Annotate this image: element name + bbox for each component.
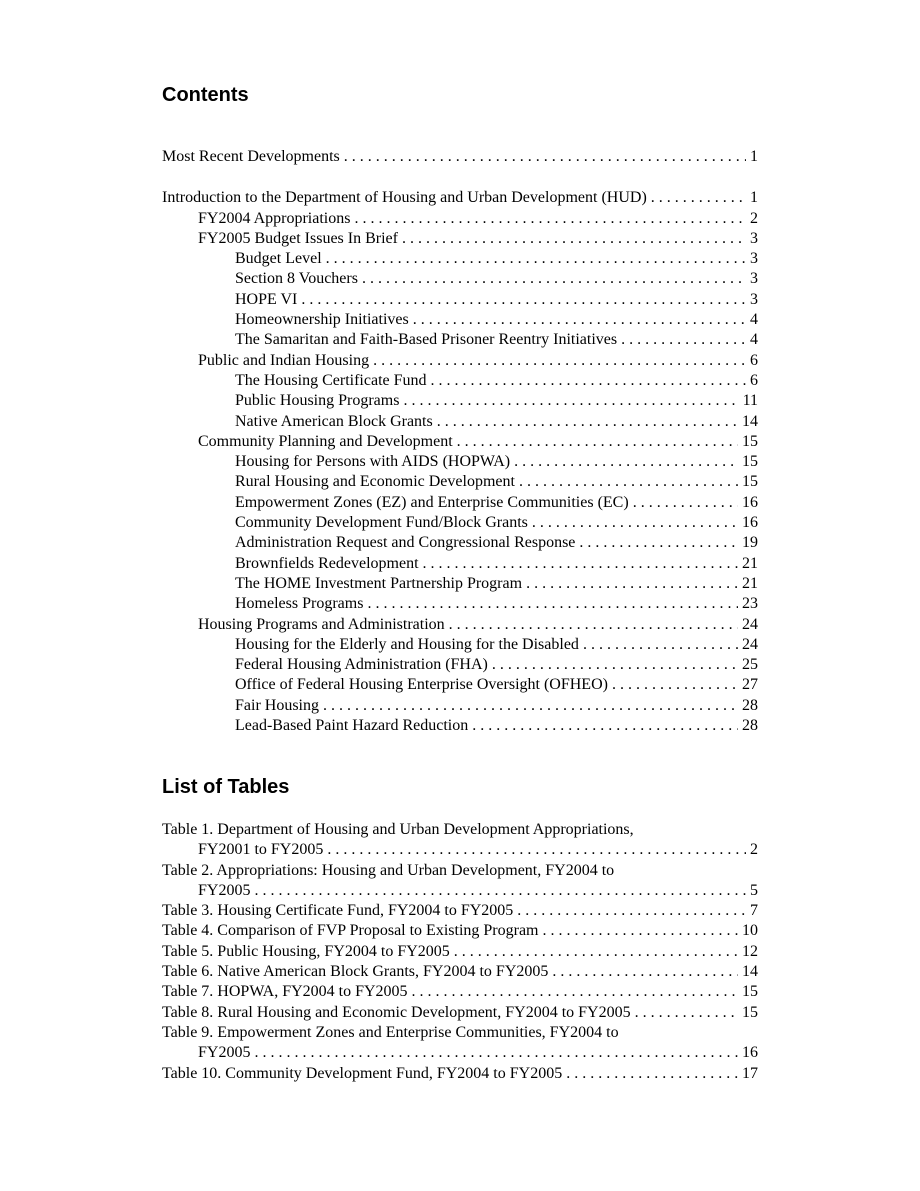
table-entry-3[interactable] xyxy=(162,901,758,921)
table-entry-title: Table 6. Native American Block Grants, FY2004 to FY2005 xyxy=(162,963,549,981)
toc-entry-title: The HOME Investment Partnership Program xyxy=(235,574,523,592)
dot-leader xyxy=(344,147,746,167)
dot-leader xyxy=(254,1043,738,1063)
dot-leader xyxy=(327,840,746,860)
dot-leader xyxy=(437,412,738,432)
contents-heading: Contents xyxy=(162,84,249,106)
table-entry-8[interactable] xyxy=(162,1003,758,1023)
toc-entry-page: 3 xyxy=(750,229,758,247)
table-entry-title: Table 5. Public Housing, FY2004 to FY2005 xyxy=(162,942,450,960)
toc-entry-budget-level[interactable] xyxy=(162,249,758,269)
toc-entry-title: Homeownership Initiatives xyxy=(235,311,409,329)
toc-entry-elderly-disabled[interactable] xyxy=(162,635,758,655)
table-entry-page: 7 xyxy=(750,902,758,920)
dot-leader xyxy=(454,942,738,962)
toc-entry-community-planning[interactable] xyxy=(162,432,758,452)
table-entry-4[interactable] xyxy=(162,921,758,941)
table-entry-title: Table 4. Comparison of FVP Proposal to Existing Program xyxy=(162,922,539,940)
toc-entry-title: Federal Housing Administration (FHA) xyxy=(235,656,488,674)
toc-entry-page: 16 xyxy=(742,514,758,532)
toc-entry-housing-certificate-fund[interactable] xyxy=(162,371,758,391)
table-entry-6[interactable] xyxy=(162,962,758,982)
toc-entry-title: Introduction to the Department of Housing and Urban Development (HUD) xyxy=(162,189,647,207)
dot-leader xyxy=(373,351,746,371)
dot-leader xyxy=(635,1003,738,1023)
dot-leader xyxy=(526,574,738,594)
toc-entry-page: 28 xyxy=(742,696,758,714)
table-entry-2[interactable] xyxy=(162,861,758,902)
table-entry-title-line: Table 2. Appropriations: Housing and Urban Development, FY2004 to xyxy=(162,861,615,879)
toc-entry-hope-vi[interactable] xyxy=(162,290,758,310)
table-entry-title: Table 8. Rural Housing and Economic Development, FY2004 to FY2005 xyxy=(162,1003,631,1021)
toc-entry-page: 15 xyxy=(742,473,758,491)
dot-leader xyxy=(402,229,746,249)
toc-entry-page: 28 xyxy=(742,717,758,735)
toc-entry-title: Housing for Persons with AIDS (HOPWA) xyxy=(235,453,511,471)
toc-entry-most-recent-developments[interactable] xyxy=(162,147,758,167)
dot-leader xyxy=(579,533,738,553)
toc-entry-hopwa[interactable] xyxy=(162,452,758,472)
table-entry-title: Table 3. Housing Certificate Fund, FY2004 to FY2005 xyxy=(162,902,514,920)
dot-leader xyxy=(492,655,738,675)
toc-entry-fy2004-appropriations[interactable] xyxy=(162,209,758,229)
toc-entry-fy2005-budget-issues[interactable] xyxy=(162,229,758,249)
toc-entry-page: 1 xyxy=(750,148,758,165)
toc-entry-title: Office of Federal Housing Enterprise Oversight (OFHEO) xyxy=(235,676,608,694)
toc-entry-page: 23 xyxy=(742,595,758,613)
table-entry-1[interactable] xyxy=(162,820,758,861)
toc-entry-native-american-block-grants[interactable] xyxy=(162,412,758,432)
toc-entry-title: Lead-Based Paint Hazard Reduction xyxy=(235,717,469,735)
dot-leader xyxy=(552,962,738,982)
toc-entry-ofheo[interactable] xyxy=(162,675,758,695)
toc-entry-page: 25 xyxy=(742,656,758,674)
toc-entry-title: Native American Block Grants xyxy=(235,412,433,430)
toc-entry-page: 6 xyxy=(750,351,758,369)
toc-entry-section-8-vouchers[interactable] xyxy=(162,269,758,289)
dot-leader xyxy=(566,1064,738,1084)
dot-leader xyxy=(403,391,738,411)
dot-leader xyxy=(323,696,738,716)
toc-entry-community-development-fund[interactable] xyxy=(162,513,758,533)
dot-leader xyxy=(301,290,746,310)
dot-leader xyxy=(326,249,746,269)
toc-entry-page: 11 xyxy=(742,392,758,410)
toc-entry-page: 21 xyxy=(742,554,758,572)
toc-entry-page: 21 xyxy=(742,574,758,592)
toc-entry-page: 14 xyxy=(742,412,758,430)
toc-entry-title: Empowerment Zones (EZ) and Enterprise Communities (EC) xyxy=(235,493,629,511)
toc-entry-title: FY2005 Budget Issues In Brief xyxy=(198,229,398,247)
table-entry-title: Table 7. HOPWA, FY2004 to FY2005 xyxy=(162,983,408,1001)
toc-entry-title: The Samaritan and Faith-Based Prisoner Reentry Initiatives xyxy=(235,331,618,349)
dot-leader xyxy=(367,594,738,614)
toc-entry-page: 2 xyxy=(750,209,758,227)
toc-entry-page: 15 xyxy=(742,432,758,450)
toc-entry-page: 6 xyxy=(750,371,758,389)
toc-entry-title: Fair Housing xyxy=(235,696,319,714)
toc-entry-title: Housing for the Elderly and Housing for the Disabled xyxy=(235,635,579,653)
table-entry-10[interactable] xyxy=(162,1064,758,1084)
table-entry-page: 15 xyxy=(742,1003,758,1021)
toc-entry-title: Rural Housing and Economic Development xyxy=(235,473,515,491)
table-entry-page: 15 xyxy=(742,983,758,1001)
table-entry-page: 16 xyxy=(742,1044,758,1062)
toc-entry-page: 16 xyxy=(742,493,758,511)
dot-leader xyxy=(431,371,746,391)
toc-entry-rural-housing[interactable] xyxy=(162,472,758,492)
toc-entry-title: Public Housing Programs xyxy=(235,392,400,410)
table-entry-page: 10 xyxy=(742,922,758,940)
table-entry-title-cont: FY2005 xyxy=(198,881,251,899)
toc-entry-page: 15 xyxy=(742,453,758,471)
toc-entry-title: The Housing Certificate Fund xyxy=(235,371,427,389)
dot-leader xyxy=(621,330,746,350)
toc-entry-title: FY2004 Appropriations xyxy=(198,209,351,227)
toc-entry-public-housing-programs[interactable] xyxy=(162,391,758,411)
toc-entry-page: 4 xyxy=(750,331,758,349)
toc-entry-page: 27 xyxy=(742,676,758,694)
contents-list xyxy=(162,147,758,736)
toc-entry-page: 3 xyxy=(750,290,758,308)
dot-leader xyxy=(517,901,746,921)
list-of-tables xyxy=(162,820,758,1084)
toc-entry-empowerment-zones[interactable] xyxy=(162,493,758,513)
toc-entry-housing-programs-administration[interactable] xyxy=(162,615,758,635)
table-entry-page: 5 xyxy=(750,881,758,899)
toc-entry-page: 24 xyxy=(742,615,758,633)
toc-entry-lead-based-paint[interactable] xyxy=(162,716,758,736)
toc-entry-homeownership-initiatives[interactable] xyxy=(162,310,758,330)
toc-entry-title: Section 8 Vouchers xyxy=(235,270,358,288)
toc-entry-title: Housing Programs and Administration xyxy=(198,615,445,633)
toc-entry-public-indian-housing[interactable] xyxy=(162,351,758,371)
toc-entry-fha[interactable] xyxy=(162,655,758,675)
toc-entry-introduction[interactable] xyxy=(162,188,758,208)
toc-entry-title: Homeless Programs xyxy=(235,595,364,613)
dot-leader xyxy=(514,452,738,472)
toc-entry-page: 24 xyxy=(742,635,758,653)
table-entry-page: 12 xyxy=(742,942,758,960)
toc-entry-title: Administration Request and Congressional Response xyxy=(235,534,576,552)
toc-entry-title: Most Recent Developments xyxy=(162,148,340,165)
dot-leader xyxy=(449,615,738,635)
dot-leader xyxy=(412,982,738,1002)
table-entry-7[interactable] xyxy=(162,982,758,1002)
toc-entry-samaritan-prisoner-reentry[interactable] xyxy=(162,330,758,350)
dot-leader xyxy=(254,881,746,901)
toc-entry-page: 4 xyxy=(750,311,758,329)
table-entry-page: 14 xyxy=(742,963,758,981)
toc-entry-page: 3 xyxy=(750,270,758,288)
dot-leader xyxy=(519,472,738,492)
toc-entry-fair-housing[interactable] xyxy=(162,696,758,716)
toc-entry-title: Brownfields Redevelopment xyxy=(235,554,419,572)
table-entry-title-line: Table 1. Department of Housing and Urban Development Appropriations, xyxy=(162,821,634,838)
toc-entry-brownfields[interactable] xyxy=(162,554,758,574)
dot-leader xyxy=(532,513,738,533)
table-entry-title-line: Table 9. Empowerment Zones and Enterprise Communities, FY2004 to xyxy=(162,1023,619,1041)
dot-leader xyxy=(457,432,738,452)
toc-entry-homeless-programs[interactable] xyxy=(162,594,758,614)
table-entry-page: 17 xyxy=(742,1064,758,1082)
toc-entry-page: 19 xyxy=(742,534,758,552)
table-entry-5[interactable] xyxy=(162,942,758,962)
dot-leader xyxy=(413,310,746,330)
toc-entry-title: Community Development Fund/Block Grants xyxy=(235,514,528,532)
toc-entry-title: Public and Indian Housing xyxy=(198,351,370,369)
table-entry-title-cont: FY2001 to FY2005 xyxy=(198,841,324,859)
table-entry-title: Table 10. Community Development Fund, FY2004 to FY2005 xyxy=(162,1064,563,1082)
toc-entry-title: Community Planning and Development xyxy=(198,432,453,450)
dot-leader xyxy=(423,554,738,574)
dot-leader xyxy=(354,209,746,229)
dot-leader xyxy=(362,269,746,289)
toc-entry-administration-request[interactable] xyxy=(162,533,758,553)
dot-leader xyxy=(612,675,738,695)
table-entry-title-cont: FY2005 xyxy=(198,1044,251,1062)
dot-leader xyxy=(583,635,738,655)
table-entry-9[interactable] xyxy=(162,1023,758,1064)
dot-leader xyxy=(543,921,739,941)
table-entry-page: 2 xyxy=(750,841,758,859)
toc-entry-title: HOPE VI xyxy=(235,290,298,308)
dot-leader xyxy=(472,716,738,736)
list-of-tables-heading: List of Tables xyxy=(162,776,290,798)
dot-leader xyxy=(633,493,738,513)
toc-entry-home-investment[interactable] xyxy=(162,574,758,594)
toc-entry-page: 3 xyxy=(750,250,758,268)
toc-entry-title: Budget Level xyxy=(235,250,322,268)
dot-leader xyxy=(651,188,746,208)
toc-entry-page: 1 xyxy=(750,189,758,207)
